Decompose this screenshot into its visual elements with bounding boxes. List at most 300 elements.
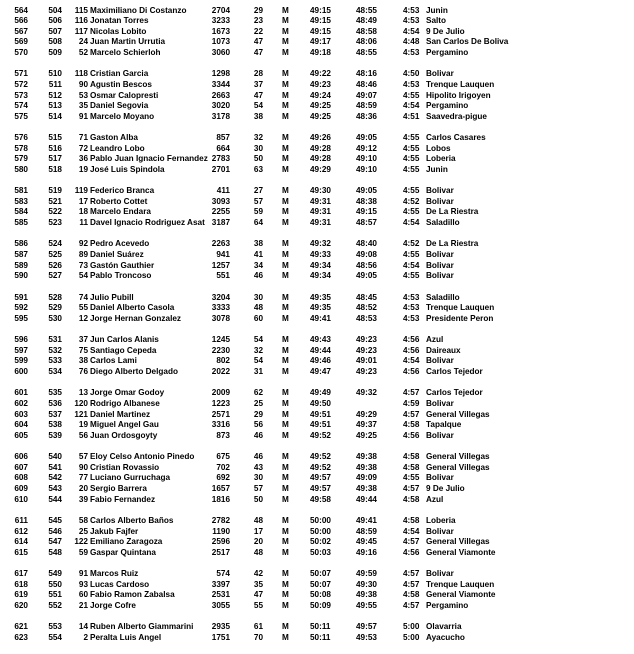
pace-per-km: 4:57 (403, 569, 420, 579)
gender-position: 538 (48, 420, 62, 430)
pace-per-km: 4:54 (403, 26, 420, 36)
gender-position: 516 (48, 143, 62, 153)
net-time: 49:37 (356, 420, 377, 430)
runner-age: 54 (253, 335, 263, 345)
gun-time: 49:51 (310, 409, 331, 419)
runner-sex: M (282, 260, 289, 270)
result-row (0, 537, 634, 548)
gender-position: 519 (48, 186, 62, 196)
pace-per-km: 4:53 (403, 47, 420, 57)
bib-number: 1816 (211, 494, 230, 504)
runner-name: Fabio Ramon Zabalsa (90, 590, 175, 600)
runner-sex: M (282, 537, 289, 547)
gender-position: 514 (48, 111, 62, 121)
bib-number: 3078 (211, 313, 230, 323)
overall-position: 590 (14, 271, 28, 281)
bib-number: 3233 (211, 16, 230, 26)
runner-sex: M (282, 462, 289, 472)
runner-city: De La Riestra (426, 207, 479, 217)
runner-sex: M (282, 356, 289, 366)
runner-sex: M (282, 494, 289, 504)
runner-name: Marcelo Endara (90, 207, 151, 217)
gender-position: 523 (48, 218, 62, 228)
category-position: 52 (78, 47, 88, 57)
runner-sex: M (282, 164, 289, 174)
runner-name: Jakub Fajfer (90, 526, 139, 536)
runner-sex: M (282, 388, 289, 398)
result-row (0, 314, 634, 325)
runner-name: Nicolas Lobito (90, 26, 147, 36)
category-position: 18 (78, 207, 88, 217)
gender-position: 521 (48, 196, 62, 206)
runner-name: Eloy Celso Antonio Pinedo (90, 452, 195, 462)
pace-per-km: 4:57 (403, 388, 420, 398)
runner-age: 28 (253, 69, 263, 79)
overall-position: 591 (14, 292, 28, 302)
runner-city: Loberia (426, 154, 456, 164)
runner-age: 38 (253, 111, 263, 121)
net-time: 48:16 (356, 69, 377, 79)
category-position: 53 (78, 90, 88, 100)
pace-per-km: 4:54 (403, 101, 420, 111)
bib-number: 1257 (211, 260, 230, 270)
result-row (0, 356, 634, 367)
runner-sex: M (282, 335, 289, 345)
pace-per-km: 4:55 (403, 90, 420, 100)
gun-time: 49:15 (310, 26, 331, 36)
net-time: 48:06 (356, 37, 377, 47)
category-position: 12 (78, 313, 88, 323)
overall-position: 566 (14, 16, 28, 26)
runner-name: Daniel Suárez (90, 250, 144, 260)
bib-number: 873 (216, 430, 230, 440)
result-row (0, 48, 634, 59)
gun-time: 50:07 (310, 579, 331, 589)
net-time: 49:01 (356, 356, 377, 366)
category-position: 115 (74, 5, 88, 15)
gun-time: 50:00 (310, 526, 331, 536)
gun-time: 49:23 (310, 79, 331, 89)
pace-per-km: 4:48 (403, 37, 420, 47)
category-position: 60 (78, 590, 88, 600)
pace-per-km: 4:59 (403, 398, 420, 408)
runner-age: 37 (253, 79, 263, 89)
category-position: 39 (78, 494, 88, 504)
category-position: 21 (78, 600, 88, 610)
runner-age: 30 (253, 473, 263, 483)
overall-position: 609 (14, 483, 28, 493)
overall-position: 596 (14, 335, 28, 345)
bib-number: 802 (216, 356, 230, 366)
gun-time: 49:26 (310, 133, 331, 143)
gun-time: 49:31 (310, 196, 331, 206)
pace-per-km: 4:56 (403, 335, 420, 345)
runner-city: Lobos (426, 143, 451, 153)
result-row (0, 293, 634, 304)
runner-city: Pergamino (426, 101, 469, 111)
runner-city: Bolivar (426, 473, 454, 483)
gender-position: 547 (48, 537, 62, 547)
runner-city: Saladillo (426, 292, 460, 302)
gender-position: 553 (48, 622, 62, 632)
gun-time: 49:46 (310, 356, 331, 366)
gun-time: 49:35 (310, 303, 331, 313)
pace-per-km: 4:58 (403, 452, 420, 462)
overall-position: 606 (14, 452, 28, 462)
runner-sex: M (282, 600, 289, 610)
result-row (0, 101, 634, 112)
runner-name: José Luis Spindola (90, 164, 165, 174)
gun-time: 49:44 (310, 345, 331, 355)
pace-per-km: 4:57 (403, 537, 420, 547)
result-row (0, 261, 634, 272)
runner-sex: M (282, 207, 289, 217)
runner-sex: M (282, 47, 289, 57)
bib-number: 2596 (211, 537, 230, 547)
bib-number: 2935 (211, 622, 230, 632)
gun-time: 50:11 (310, 632, 331, 642)
bib-number: 574 (216, 569, 230, 579)
runner-city: 9 De Julio (426, 483, 465, 493)
result-row (0, 431, 634, 442)
runner-age: 29 (253, 409, 263, 419)
gender-position: 515 (48, 133, 62, 143)
net-time: 49:45 (356, 537, 377, 547)
pace-per-km: 4:55 (403, 154, 420, 164)
runner-name: Diego Alberto Delgado (90, 367, 178, 376)
runner-age: 34 (253, 260, 263, 270)
result-row (0, 186, 634, 197)
runner-sex: M (282, 398, 289, 408)
runner-age: 50 (253, 494, 263, 504)
runner-name: Emiliano Zaragoza (90, 537, 163, 547)
net-time: 49:09 (356, 473, 377, 483)
result-row (0, 527, 634, 538)
bib-number: 1073 (211, 37, 230, 47)
overall-position: 579 (14, 154, 28, 164)
pace-per-km: 4:53 (403, 5, 420, 15)
bib-number: 2009 (211, 388, 230, 398)
runner-city: Bolivar (426, 196, 454, 206)
runner-name: Jorge Omar Godoy (90, 388, 165, 398)
net-time: 48:55 (356, 5, 377, 15)
runner-sex: M (282, 292, 289, 302)
bib-number: 1657 (211, 483, 230, 493)
runner-city: De La Riestra (426, 239, 479, 249)
runner-sex: M (282, 430, 289, 440)
pace-per-km: 4:53 (403, 16, 420, 26)
bib-number: 675 (216, 452, 230, 462)
pace-per-km: 4:58 (403, 590, 420, 600)
result-row (0, 6, 634, 17)
result-row (0, 420, 634, 431)
net-time: 49:23 (356, 335, 377, 345)
result-row (0, 133, 634, 144)
runner-city: San Carlos De Boliva (426, 37, 509, 47)
overall-position: 564 (14, 5, 28, 15)
result-row (0, 27, 634, 38)
pace-per-km: 4:50 (403, 69, 420, 79)
category-position: 24 (78, 37, 88, 47)
gender-position: 554 (48, 632, 62, 642)
bib-number: 857 (216, 133, 230, 143)
gender-position: 511 (48, 79, 62, 89)
runner-sex: M (282, 218, 289, 228)
net-time: 48:57 (356, 218, 377, 228)
overall-position: 614 (14, 537, 28, 547)
gun-time: 49:49 (310, 388, 331, 398)
category-position: 122 (74, 537, 88, 547)
runner-age: 46 (253, 430, 263, 440)
runner-name: Sergio Barrera (90, 483, 147, 493)
gun-time: 50:11 (310, 622, 331, 632)
runner-name: Cristian Rovassio (90, 462, 160, 472)
runner-city: Tapalque (426, 420, 462, 430)
net-time: 49:53 (356, 632, 377, 642)
runner-name: Marcelo Schierloh (90, 47, 161, 57)
result-group (0, 335, 634, 377)
gender-position: 552 (48, 600, 62, 610)
net-time: 49:41 (356, 515, 377, 525)
overall-position: 567 (14, 26, 28, 36)
gender-position: 525 (48, 250, 62, 260)
runner-age: 56 (253, 420, 263, 430)
runner-city: Trenque Lauquen (426, 579, 495, 589)
pace-per-km: 4:51 (403, 111, 420, 121)
category-position: 71 (78, 133, 88, 143)
category-position: 25 (78, 526, 88, 536)
bib-number: 702 (216, 462, 230, 472)
category-position: 120 (74, 398, 88, 408)
overall-position: 610 (14, 494, 28, 504)
runner-city: General Villegas (426, 537, 490, 547)
runner-city: General Villegas (426, 409, 490, 419)
runner-sex: M (282, 547, 289, 557)
runner-name: Juan Ordosgoyty (90, 430, 158, 440)
runner-age: 41 (253, 250, 263, 260)
runner-city: Bolivar (426, 430, 454, 440)
gender-position: 533 (48, 356, 62, 366)
gender-position: 512 (48, 90, 62, 100)
net-time: 49:59 (356, 569, 377, 579)
gun-time: 49:17 (310, 37, 331, 47)
result-group (0, 293, 634, 325)
overall-position: 584 (14, 207, 28, 217)
pace-per-km: 4:55 (403, 186, 420, 196)
runner-name: Gastón Gauthier (90, 260, 155, 270)
overall-position: 574 (14, 101, 28, 111)
result-group (0, 133, 634, 175)
runner-age: 46 (253, 271, 263, 281)
category-position: 89 (78, 250, 88, 260)
gun-time: 49:31 (310, 207, 331, 217)
runner-city: General Viamonte (426, 547, 496, 557)
gender-position: 509 (48, 47, 62, 57)
overall-position: 595 (14, 313, 28, 323)
runner-name: Gaspar Quintana (90, 547, 156, 557)
runner-age: 31 (253, 367, 263, 376)
pace-per-km: 4:54 (403, 218, 420, 228)
result-row (0, 495, 634, 506)
pace-per-km: 5:00 (403, 632, 420, 642)
runner-city: Daireaux (426, 345, 461, 355)
category-position: 76 (78, 367, 88, 376)
runner-city: General Villegas (426, 462, 490, 472)
runner-name: Pablo Troncoso (90, 271, 152, 281)
runner-city: General Villegas (426, 452, 490, 462)
bib-number: 3020 (211, 101, 230, 111)
gender-position: 542 (48, 473, 62, 483)
overall-position: 589 (14, 260, 28, 270)
runner-city: Bolivar (426, 186, 454, 196)
net-time: 49:05 (356, 186, 377, 196)
gun-time: 49:58 (310, 494, 331, 504)
runner-sex: M (282, 271, 289, 281)
runner-sex: M (282, 26, 289, 36)
result-row (0, 580, 634, 591)
runner-name: Santiago Cepeda (90, 345, 157, 355)
runner-city: Loberia (426, 515, 456, 525)
bib-number: 2531 (211, 590, 230, 600)
pace-per-km: 4:57 (403, 579, 420, 589)
gun-time: 49:15 (310, 5, 331, 15)
overall-position: 572 (14, 79, 28, 89)
net-time: 48:55 (356, 47, 377, 57)
gender-position: 544 (48, 494, 62, 504)
category-position: 119 (74, 186, 88, 196)
overall-position: 580 (14, 164, 28, 174)
net-time: 48:56 (356, 260, 377, 270)
runner-name: Jun Carlos Alanis (90, 335, 159, 345)
category-position: 11 (79, 218, 88, 228)
runner-city: Bolivar (426, 271, 454, 281)
runner-sex: M (282, 101, 289, 111)
pace-per-km: 4:53 (403, 313, 420, 323)
net-time: 48:52 (356, 303, 377, 313)
net-time: 49:29 (356, 409, 377, 419)
bib-number: 411 (216, 186, 230, 196)
pace-per-km: 4:55 (403, 143, 420, 153)
result-group (0, 69, 634, 122)
runner-city: Saavedra-pigue (426, 111, 487, 121)
gender-position: 522 (48, 207, 62, 217)
bib-number: 941 (216, 250, 230, 260)
runner-name: Jorge Hernan Gonzalez (90, 313, 181, 323)
overall-position: 607 (14, 462, 28, 472)
result-row (0, 271, 634, 282)
overall-position: 603 (14, 409, 28, 419)
result-row (0, 548, 634, 559)
runner-name: Leandro Lobo (90, 143, 145, 153)
gender-position: 537 (48, 409, 62, 419)
gender-position: 543 (48, 483, 62, 493)
net-time: 49:57 (356, 622, 377, 632)
pace-per-km: 4:56 (403, 547, 420, 557)
gender-position: 518 (48, 164, 62, 174)
pace-per-km: 4:54 (403, 260, 420, 270)
runner-name: Federico Branca (90, 186, 155, 196)
gender-position: 548 (48, 547, 62, 557)
runner-name: Miguel Angel Gau (90, 420, 159, 430)
runner-sex: M (282, 569, 289, 579)
runner-name: Gaston Alba (90, 133, 138, 143)
bib-number: 3060 (211, 47, 230, 57)
runner-age: 20 (253, 537, 263, 547)
runner-age: 22 (253, 26, 263, 36)
gun-time: 49:32 (310, 239, 331, 249)
result-group (0, 388, 634, 441)
net-time: 49:15 (356, 207, 377, 217)
result-row (0, 463, 634, 474)
pace-per-km: 4:55 (403, 133, 420, 143)
net-time: 48:36 (356, 111, 377, 121)
category-position: 35 (78, 101, 88, 111)
overall-position: 623 (14, 632, 28, 642)
gun-time: 49:35 (310, 292, 331, 302)
gun-time: 49:34 (310, 271, 331, 281)
bib-number: 2230 (211, 345, 230, 355)
category-position: 90 (78, 79, 88, 89)
runner-age: 55 (253, 600, 263, 610)
runner-age: 70 (253, 632, 263, 642)
result-row (0, 91, 634, 102)
overall-position: 571 (14, 69, 28, 79)
runner-city: Bolivar (426, 260, 454, 270)
overall-position: 617 (14, 569, 28, 579)
result-group (0, 239, 634, 281)
category-position: 13 (78, 388, 88, 398)
category-position: 75 (78, 345, 88, 355)
overall-position: 612 (14, 526, 28, 536)
result-row (0, 197, 634, 208)
runner-age: 30 (253, 143, 263, 153)
runner-name: Peralta Luis Angel (90, 632, 162, 642)
runner-age: 29 (253, 5, 263, 15)
net-time: 49:38 (356, 590, 377, 600)
result-row (0, 218, 634, 229)
bib-number: 3333 (211, 303, 230, 313)
bib-number: 2022 (211, 367, 230, 376)
runner-name: Roberto Cottet (90, 196, 148, 206)
category-position: 19 (78, 164, 88, 174)
category-position: 55 (78, 303, 88, 313)
gender-position: 546 (48, 526, 62, 536)
net-time: 49:23 (356, 345, 377, 355)
net-time: 48:40 (356, 239, 377, 249)
category-position: 117 (74, 26, 88, 36)
runner-city: Pergamino (426, 600, 469, 610)
pace-per-km: 4:58 (403, 462, 420, 472)
category-position: 37 (78, 335, 88, 345)
bib-number: 1673 (211, 26, 230, 36)
runner-age: 48 (253, 515, 263, 525)
overall-position: 605 (14, 430, 28, 440)
result-group (0, 452, 634, 505)
gun-time: 49:25 (310, 101, 331, 111)
runner-age: 61 (253, 622, 263, 632)
category-position: 118 (74, 69, 88, 79)
bib-number: 2255 (211, 207, 230, 217)
runner-age: 47 (253, 47, 263, 57)
category-position: 77 (78, 473, 88, 483)
runner-age: 54 (253, 101, 263, 111)
bib-number: 1190 (212, 526, 230, 536)
gender-position: 513 (48, 101, 62, 111)
overall-position: 592 (14, 303, 28, 313)
overall-position: 611 (14, 515, 28, 525)
runner-city: Carlos Tejedor (426, 367, 483, 376)
runner-age: 47 (253, 590, 263, 600)
